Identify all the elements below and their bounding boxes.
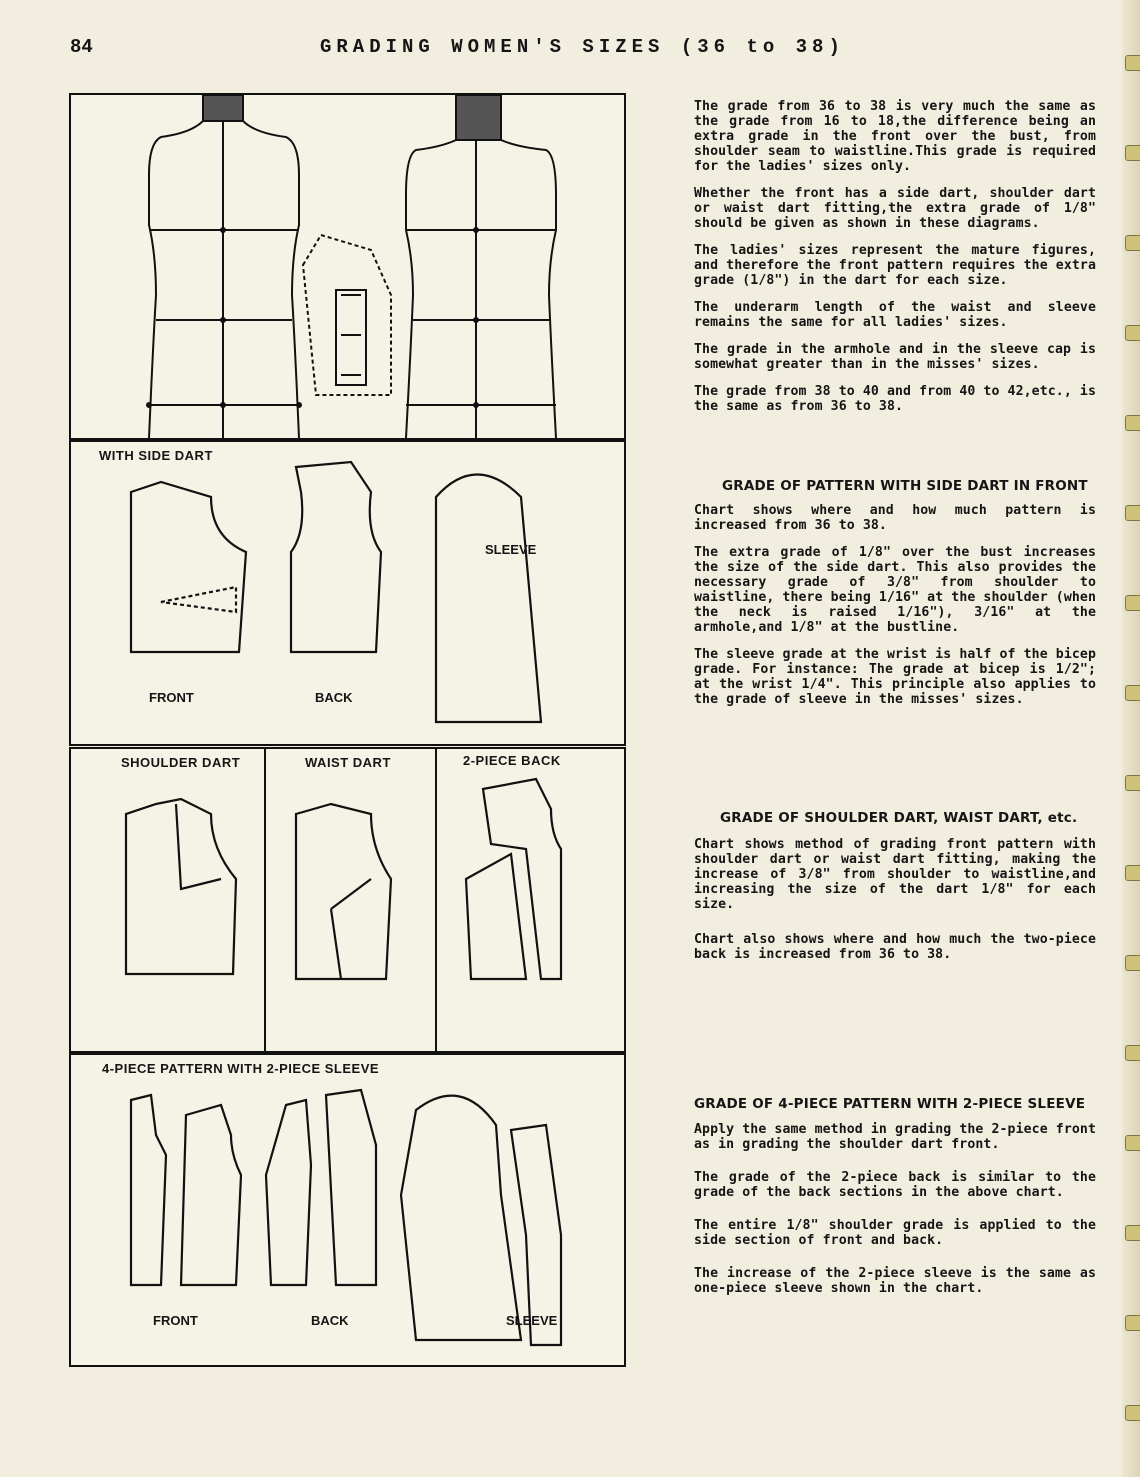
paragraph: Apply the same method in grading the 2-piece front as in grading the shoulder dart front.: [694, 1122, 1096, 1152]
binding-ring: [1125, 775, 1140, 791]
binding-ring: [1125, 1135, 1140, 1151]
binding-ring: [1125, 145, 1140, 161]
binding-ring: [1125, 505, 1140, 521]
front-label: FRONT: [149, 690, 194, 705]
paragraph: The grade of the 2-piece back is similar to the grade of the back sections in the above chart.: [694, 1170, 1096, 1200]
binding-ring: [1125, 1225, 1140, 1241]
paragraph: The grade from 36 to 38 is very much the same as the grade from 16 to 18,the difference being an extra grade in the front over the bust, from shoulder seam to waistline.This grade is required for the ladies' sizes only.: [694, 99, 1096, 174]
binding-ring: [1125, 595, 1140, 611]
four-piece-figure: [69, 1053, 626, 1367]
binding-ring: [1125, 1315, 1140, 1331]
dart-variants-diagram: [71, 749, 624, 1051]
paragraph: The sleeve grade at the wrist is half of the bicep grade. For instance: The grade at bicep is 1/2"; at the wrist 1/4". This principle also applies to the grade of sleeve in the misses' sizes.: [694, 647, 1096, 707]
front-label-2: FRONT: [153, 1313, 198, 1328]
binding-ring: [1125, 865, 1140, 881]
paragraph: The grade in the armhole and in the sleeve cap is somewhat greater than in the misses' sizes.: [694, 342, 1096, 372]
sleeve-label-2: SLEEVE: [506, 1313, 558, 1328]
side-dart-heading: GRADE OF PATTERN WITH SIDE DART IN FRONT: [722, 478, 1088, 494]
back-label-2: BACK: [311, 1313, 349, 1328]
paragraph: Chart shows method of grading front pattern with shoulder dart or waist dart fitting, making the increase of 3/8" from shoulder to waistline,and increasing the size of the dart 1/8" for each size.: [694, 837, 1096, 912]
four-piece-label: 4-PIECE PATTERN WITH 2-PIECE SLEEVE: [102, 1061, 380, 1076]
paragraph: The grade from 38 to 40 and from 40 to 42,etc., is the same as from 36 to 38.: [694, 384, 1096, 414]
two-piece-back-label: 2-PIECE BACK: [463, 753, 561, 768]
waist-dart-label: WAIST DART: [305, 755, 391, 770]
dart-variants-figure: [69, 747, 626, 1053]
binding-ring: [1125, 685, 1140, 701]
spiral-binding: [1122, 0, 1140, 1477]
paragraph: The underarm length of the waist and sleeve remains the same for all ladies' sizes.: [694, 300, 1096, 330]
paragraph: The extra grade of 1/8" over the bust increases the size of the side dart. This also provides the necessary grade of 3/8" from shoulder to waistline, there being 1/16" at the shoulder (when the neck is raised 1/16"), 3/16" at the armhole,and 1/8" at the bustline.: [694, 545, 1096, 635]
binding-ring: [1125, 1045, 1140, 1061]
shoulder-dart-label: SHOULDER DART: [121, 755, 241, 770]
intro-text: [694, 99, 1096, 426]
side-dart-figure: [69, 440, 626, 746]
back-label: BACK: [315, 690, 353, 705]
page-title: GRADING WOMEN'S SIZES (36 to 38): [320, 36, 845, 58]
binding-ring: [1125, 955, 1140, 971]
binding-ring: [1125, 415, 1140, 431]
binding-ring: [1125, 1405, 1140, 1421]
page-number: 84: [70, 36, 93, 58]
binding-ring: [1125, 325, 1140, 341]
paragraph: The increase of the 2-piece sleeve is the same as one-piece sleeve shown in the chart.: [694, 1266, 1096, 1296]
dress-form-diagram: [71, 95, 624, 438]
paragraph: Chart shows where and how much pattern is increased from 36 to 38.: [694, 503, 1096, 533]
paragraph: The entire 1/8" shoulder grade is applied to the side section of front and back.: [694, 1218, 1096, 1248]
binding-ring: [1125, 235, 1140, 251]
four-piece-heading: GRADE OF 4-PIECE PATTERN WITH 2-PIECE SLEEVE: [694, 1096, 1086, 1112]
paragraph: The ladies' sizes represent the mature figures, and therefore the front pattern requires the extra grade (1/8") in the dart for each size.: [694, 243, 1096, 288]
paragraph: Chart also shows where and how much the two-piece back is increased from 36 to 38.: [694, 932, 1096, 962]
paragraph: Whether the front has a side dart, shoulder dart or waist dart fitting,the extra grade of 1/8" should be given as shown in these diagrams.: [694, 186, 1096, 231]
shoulder-dart-text: [694, 837, 1096, 974]
side-dart-label: WITH SIDE DART: [99, 448, 213, 463]
side-dart-text: [694, 503, 1096, 719]
shoulder-dart-heading: GRADE OF SHOULDER DART, WAIST DART, etc.: [720, 810, 1078, 826]
dress-form-figure: [69, 93, 626, 440]
sleeve-label: SLEEVE: [485, 542, 537, 557]
binding-ring: [1125, 55, 1140, 71]
four-piece-text: [694, 1122, 1096, 1308]
